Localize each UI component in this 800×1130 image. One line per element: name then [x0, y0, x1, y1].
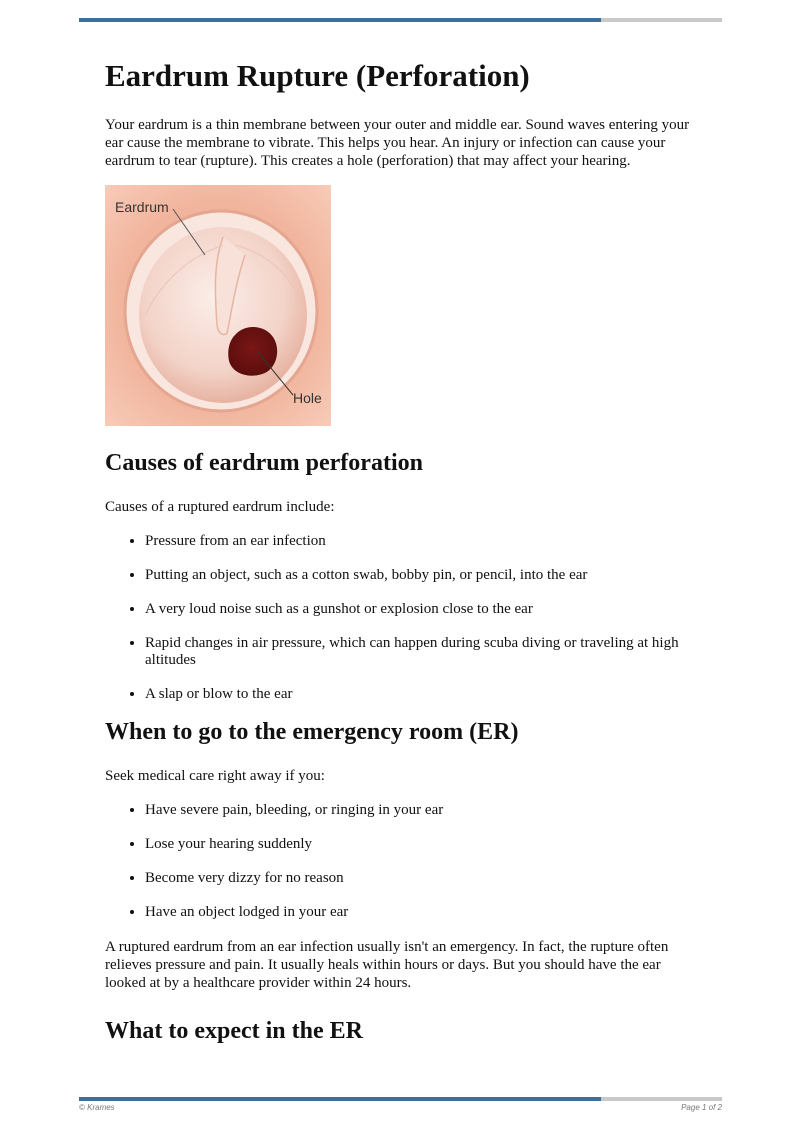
footer-page-number: Page 1 of 2: [681, 1103, 722, 1112]
footer-copyright: © Krames: [79, 1103, 115, 1112]
causes-lead: Causes of a ruptured eardrum include:: [105, 499, 335, 515]
eardrum-diagram: [105, 185, 331, 426]
er-note: A ruptured eardrum from an ear infection usually isn't an emergency. In fact, the rupture often relieves pressure and pain. It usually heals within hours or days. But you should have the ear looked at by a healthcare provider within 24 hours.: [105, 939, 669, 991]
bottom-progress-fill: [79, 1097, 601, 1101]
top-progress-bar: [79, 18, 722, 22]
list-item: • Have an object lodged in your ear: [145, 904, 705, 921]
er-lead: Seek medical care right away if you:: [105, 768, 325, 784]
list-item: • Putting an object, such as a cotton swab, bobby pin, or pencil, into the ear: [145, 567, 705, 584]
top-progress-fill: [79, 18, 601, 22]
page-title: Eardrum Rupture (Perforation): [105, 58, 530, 93]
list-item: • A very loud noise such as a gunshot or explosion close to the ear: [145, 601, 705, 618]
expect-heading: What to expect in the ER: [105, 1018, 363, 1044]
list-item: • Lose your hearing suddenly: [145, 836, 705, 853]
bottom-progress-bar: [79, 1097, 722, 1101]
er-list: [105, 802, 705, 921]
list-item: • Pressure from an ear infection: [145, 533, 705, 550]
list-item: • Become very dizzy for no reason: [145, 870, 705, 887]
er-heading: When to go to the emergency room (ER): [105, 719, 519, 745]
list-item: • Have severe pain, bleeding, or ringing in your ear: [145, 802, 705, 819]
eardrum-illustration: [105, 185, 331, 426]
document-body: [105, 56, 705, 1046]
list-item: • Rapid changes in air pressure, which can happen during scuba diving or traveling at high altitudes: [145, 635, 705, 669]
causes-list: [105, 533, 705, 703]
list-item: • A slap or blow to the ear: [145, 686, 705, 703]
label-hole: Hole: [293, 390, 322, 406]
causes-heading: Causes of eardrum perforation: [105, 450, 423, 476]
label-eardrum: Eardrum: [115, 199, 169, 215]
intro-paragraph: Your eardrum is a thin membrane between your outer and middle ear. Sound waves entering your ear cause the membrane to vibrate. This helps you hear. An injury or infection can cause your eardrum to tear (rupture). This creates a hole (perforation) that may affect your hearing.: [105, 117, 690, 169]
